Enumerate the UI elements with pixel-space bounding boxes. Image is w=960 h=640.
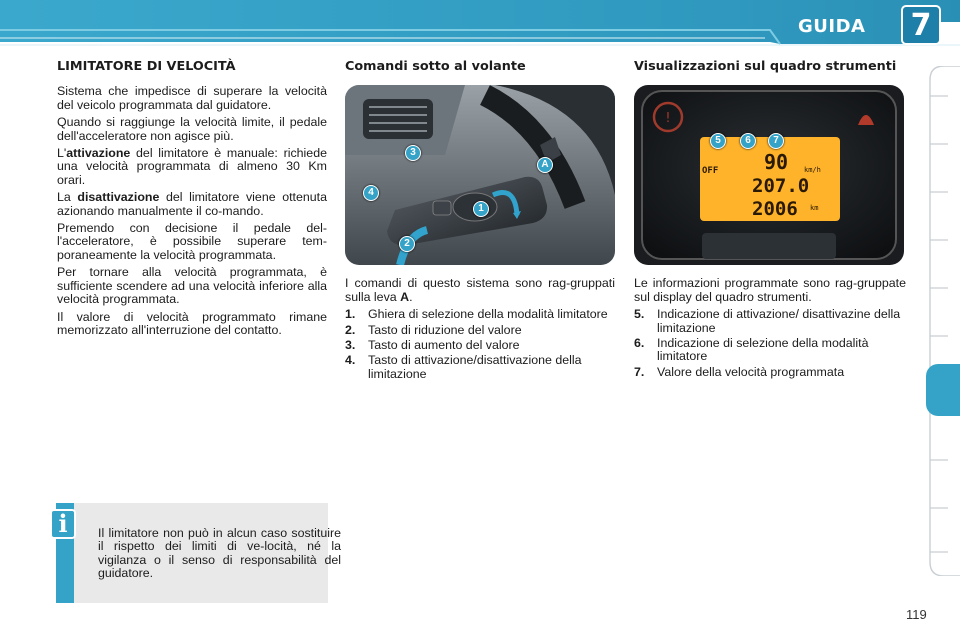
callout-5: 5 [710,133,726,149]
callout-7: 7 [768,133,784,149]
chapter-title: GUIDA [798,16,866,37]
callout-1: 1 [473,201,489,217]
item-text: Tasto di aumento del valore [368,338,520,353]
section-title: Comandi sotto al volante [345,59,526,74]
list-item [634,308,906,335]
list-item [345,354,615,381]
instrument-display-section [634,60,906,381]
controls-list [345,308,615,381]
chapter-header [0,0,960,48]
item-number: 4. [345,353,356,368]
page-number: 119 [906,607,927,622]
item-number: 1. [345,307,356,322]
list-item [634,366,906,379]
item-text: Tasto di riduzione del valore [368,322,522,337]
paragraph: Quando si raggiunge la velocità limite, il pedale dell'acceleratore non agisce più. [57,115,327,143]
callout-a: A [537,157,553,173]
callout-2: 2 [399,236,415,252]
chapter-number: 7 [910,8,932,43]
active-chapter-tab[interactable] [926,364,960,416]
list-item [345,324,615,337]
item-number: 7. [634,364,645,379]
instrument-cluster-photo [634,85,904,265]
speed-limiter-section [57,60,327,341]
section-title: LIMITATORE DI VELOCITÀ [57,59,236,74]
steering-controls-section [345,60,615,383]
list-item [345,308,615,321]
stalk-illustration [345,85,615,265]
info-icon: i [50,509,76,539]
info-note-box [56,503,341,603]
info-note-text: Il limitatore non può in alcun caso sostituire il rispetto dei limiti di ve-locità, né la vigilanza o il senso di responsabilità del guidatore. [98,526,341,581]
paragraph: Per tornare alla velocità programmata, è sufficiente scendere ad una velocità inferiore alla velocità programmata. [57,265,327,307]
item-text: Ghiera di selezione della modalità limitatore [368,307,608,322]
list-item [345,339,615,352]
list-item [634,337,906,364]
item-number: 5. [634,307,645,322]
lcd-line3-unit: km [810,204,819,213]
callout-4: 4 [363,185,379,201]
lcd-line3: 2006 [752,198,798,221]
lcd-line2: 207.0 [752,175,810,198]
paragraph: Il valore di velocità programmato rimane memorizzato all'interruzione del contatto. [57,309,327,337]
controls-intro: I comandi di questo sistema sono rag-gruppati sulla leva A. [345,276,615,304]
item-number: 3. [345,338,356,353]
lcd-speed-unit: km/h [804,166,821,175]
item-number: 2. [345,322,356,337]
paragraph-deactivation: La disattivazione del limitatore viene ottenuta azionando manualmente il co-mando. [57,190,327,218]
display-list [634,308,906,379]
callout-3: 3 [405,145,421,161]
lcd-off: OFF [702,166,719,177]
svg-text:!: ! [665,111,671,127]
paragraph: Premendo con decisione il pedale del-l'acceleratore, è possibile superare tem-poraneamente la velocità programmata. [57,221,327,262]
item-text: Tasto di attivazione/disattivazione della limitazione [368,353,582,381]
item-text: Indicazione di attivazione/ disattivazine della limitazione [657,307,901,335]
lcd-speed: 90 [764,150,789,175]
steering-stalk-photo [345,85,615,265]
item-number: 6. [634,336,645,351]
item-text: Indicazione di selezione della modalità limitatore [657,336,869,364]
paragraph: Sistema che impedisce di superare la velocità del veicolo programmata dal guidatore. [57,84,327,112]
item-text: Valore della velocità programmata [657,364,845,379]
display-intro: Le informazioni programmate sono rag-gruppate sul display del quadro strumenti. [634,276,906,304]
section-title: Visualizzazioni sul quadro strumenti [634,59,897,74]
callout-6: 6 [740,133,756,149]
paragraph-activation: L'attivazione del limitatore è manuale: richiede una velocità programmata di almeno 30 Km orari. [57,146,327,187]
chapter-tabs [926,66,960,576]
